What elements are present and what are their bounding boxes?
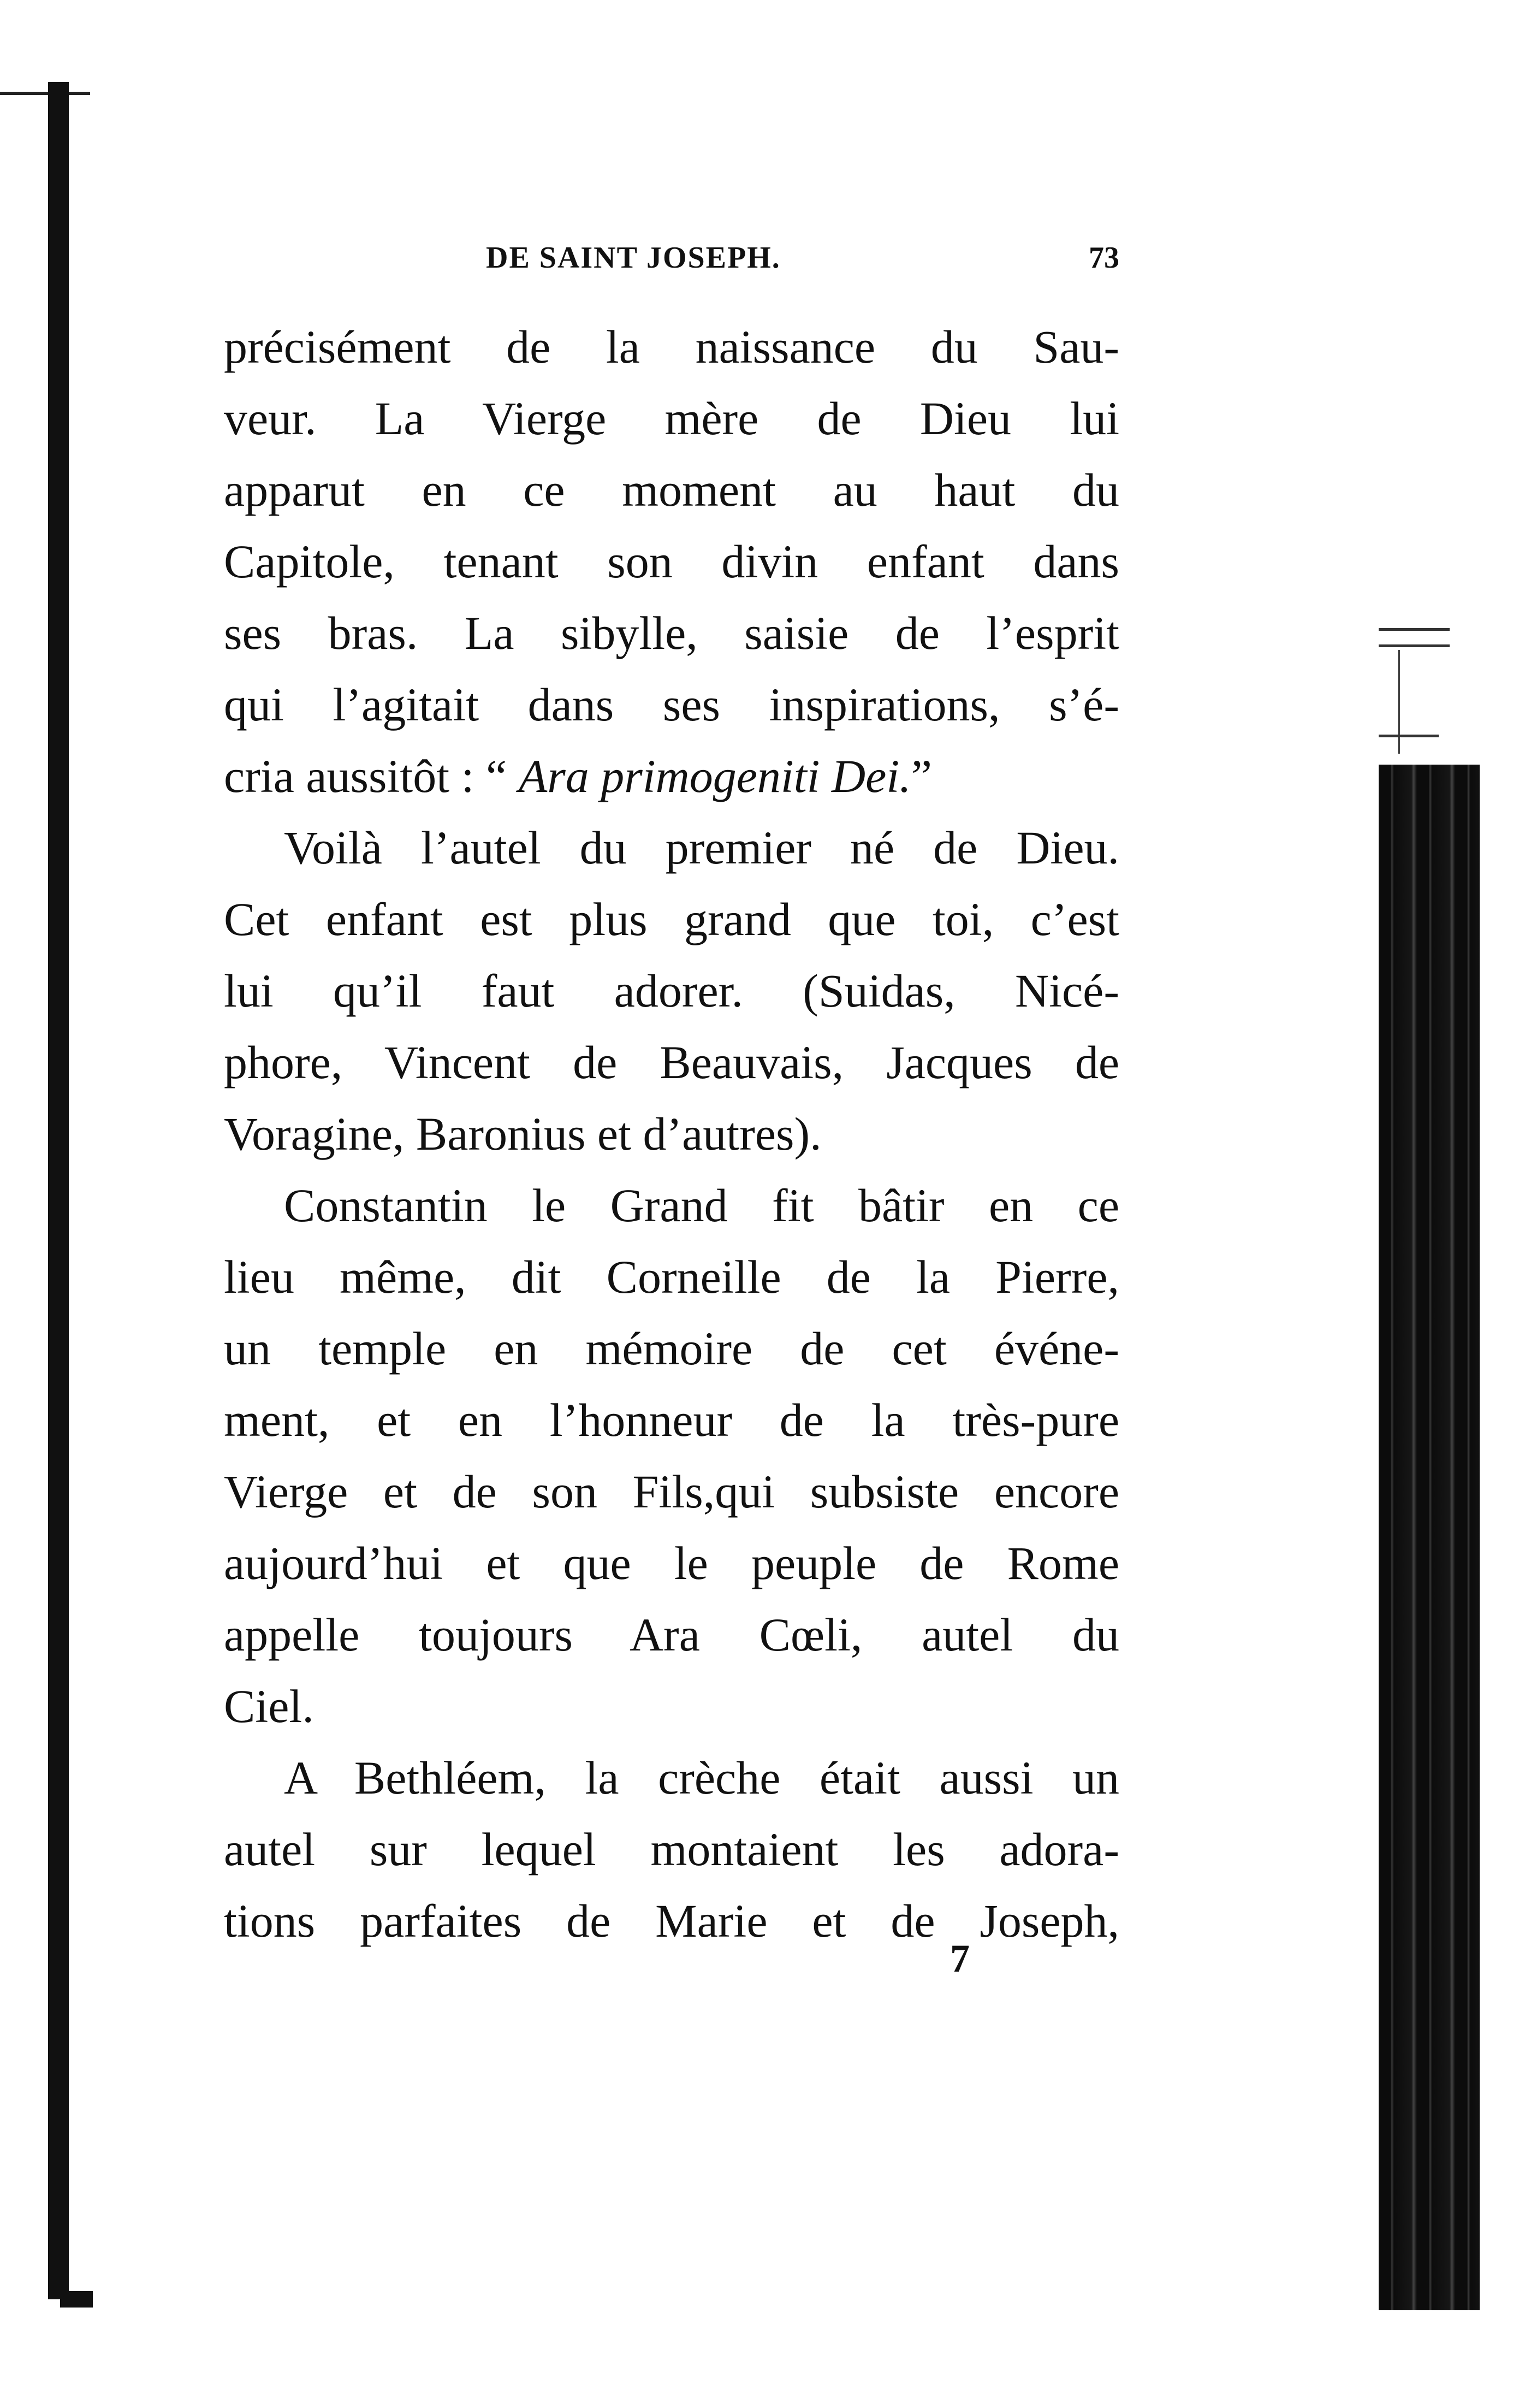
page-number: 73 [1089, 241, 1119, 275]
text-line: Voilà l’autel du premier né de Dieu. [284, 821, 1119, 874]
text-line: précisément de la naissance du Sau- [224, 321, 1119, 373]
text-line: veur. La Vierge mère de Dieu lui [224, 392, 1119, 445]
scan-rule-right-3 [1379, 735, 1439, 737]
text-line: A Bethléem, la crèche était aussi un [284, 1752, 1119, 1804]
text-line-with-quote [224, 741, 1119, 812]
scan-border-left-foot [60, 2291, 93, 2308]
text-line: lui qu’il faut adorer. (Suidas, Nicé- [224, 965, 1119, 1017]
text-line: Vierge et de son Fils,qui subsiste encore [224, 1465, 1119, 1518]
text-line: Ciel. [224, 1680, 314, 1732]
signature-mark: 7 [950, 1937, 970, 1980]
text-line: ment, et en l’honneur de la très-pure [224, 1394, 1119, 1446]
scan-rule-right-1 [1379, 628, 1450, 631]
text-line: appelle toujours Ara Cœli, autel du [224, 1608, 1119, 1661]
scan-border-top-left [0, 92, 90, 95]
paragraph-4 [224, 1742, 1119, 1957]
text-line: Voragine, Baronius et d’autres). [224, 1108, 822, 1160]
latin-quote: Ara primogeniti Dei. [518, 750, 911, 802]
text-line: Capitole, tenant son divin enfant dans [224, 535, 1119, 588]
text-line: Cet enfant est plus grand que toi, c’est [224, 893, 1119, 945]
paragraph-3 [224, 1170, 1119, 1742]
body-text [224, 311, 1119, 1957]
quote-close: ” [911, 750, 932, 802]
text-line: tions parfaites de Marie et de Joseph, [224, 1895, 1119, 1947]
text-line: un temple en mémoire de cet événe- [224, 1322, 1119, 1375]
running-head [224, 240, 1119, 279]
text-line: ses bras. La sibylle, saisie de l’esprit [224, 607, 1119, 659]
text-line: autel sur lequel montaient les adora- [224, 1823, 1119, 1875]
running-title: DE SAINT JOSEPH. [486, 241, 781, 275]
scan-rule-right-2 [1379, 644, 1450, 647]
paragraph-1 [224, 311, 1119, 812]
text-line: qui l’agitait dans ses inspirations, s’é- [224, 678, 1119, 731]
text-line: aujourd’hui et que le peuple de Rome [224, 1537, 1119, 1589]
scan-border-right [1379, 765, 1480, 2310]
text-line: lieu même, dit Corneille de la Pierre, [224, 1251, 1119, 1303]
text-line: apparut en ce moment au haut du [224, 464, 1119, 516]
quote-lead: cria aussitôt : “ [224, 750, 519, 802]
text-line: phore, Vincent de Beauvais, Jacques de [224, 1036, 1119, 1088]
scan-rule-right-tick [1398, 650, 1400, 754]
scan-border-left [48, 82, 69, 2299]
paragraph-2 [224, 812, 1119, 1170]
text-line: Constantin le Grand fit bâtir en ce [284, 1179, 1119, 1232]
